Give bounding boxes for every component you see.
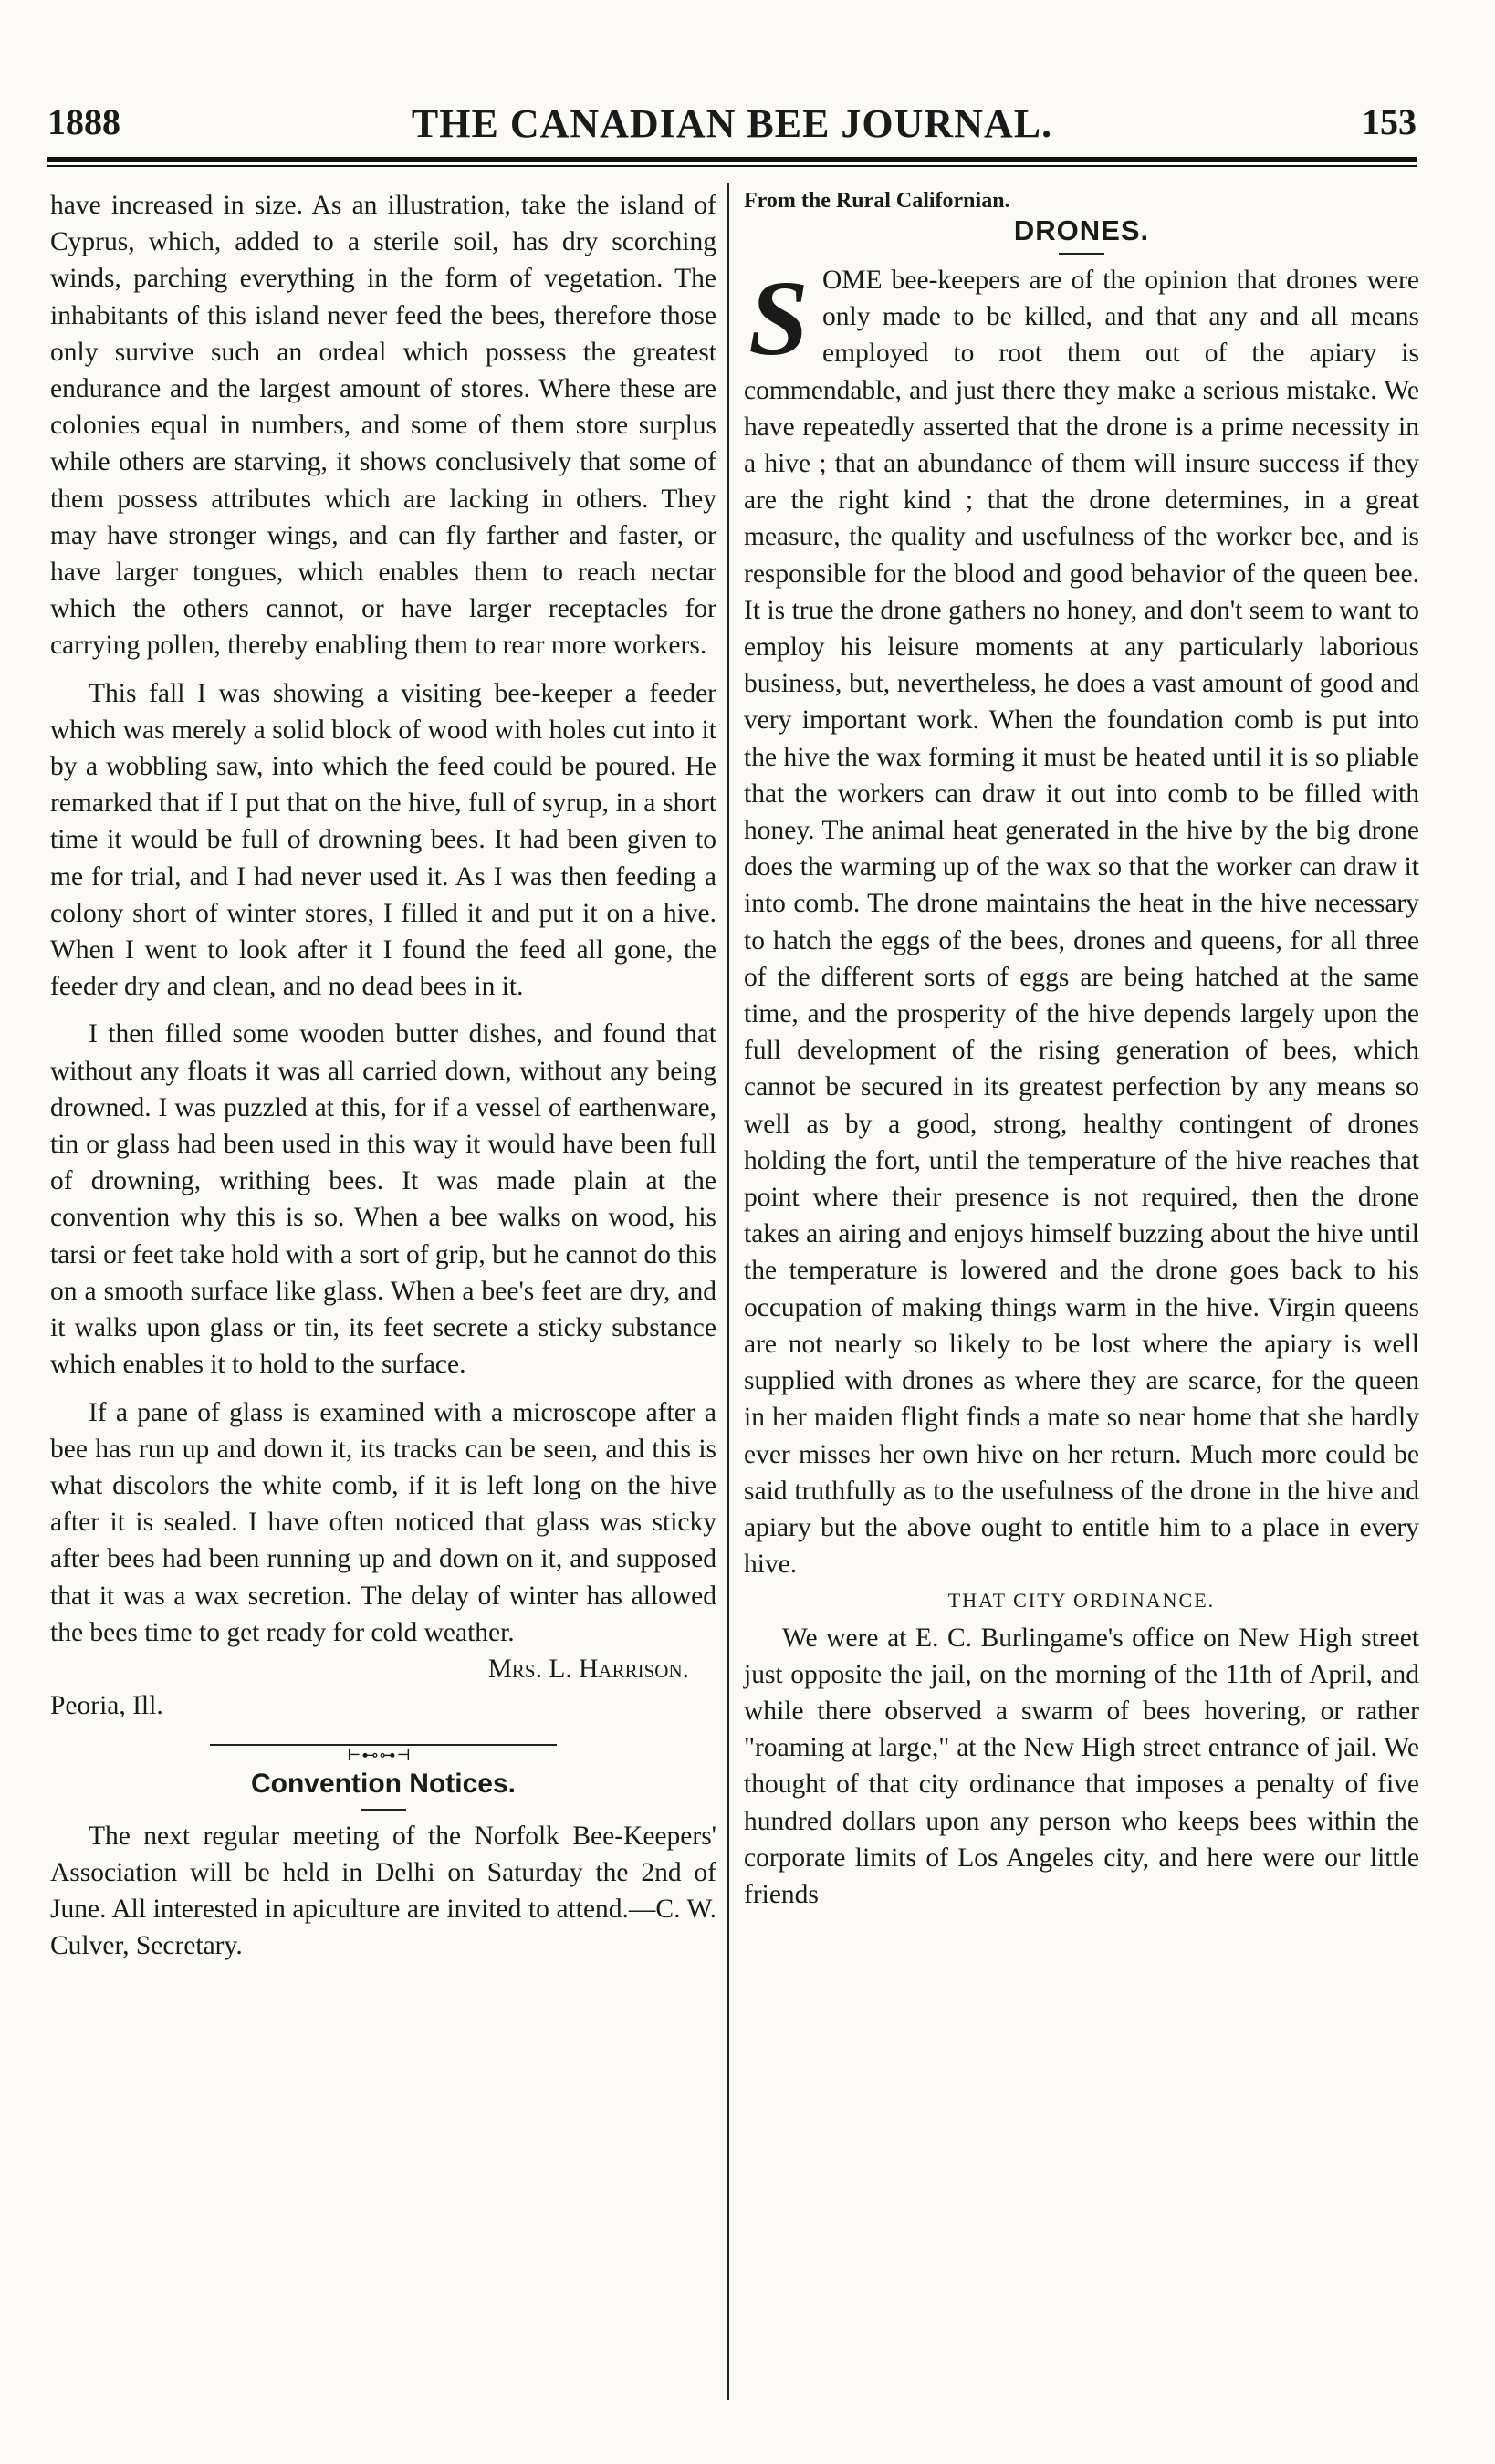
ornament-mark: ⊢⊷⊶⊣ xyxy=(347,1746,412,1765)
left-column xyxy=(50,187,716,1964)
convention-notice: The next regular meeting of the Norfolk Bee-Keepers' Association will be held in Delhi on Saturday the 2nd of June. All interested in apiculture are invited to attend.—C. W. Culver, Secretary. xyxy=(50,1821,716,1961)
left-paragraph-1: have increased in size. As an illustration, take the island of Cyprus, which, added to a sterile soil, has dry scorching winds, parching everything in the form of vegetation. The inhabitants of this island never feed the bees, therefore those only survive such an ordeal which possess the greatest endurance and the largest amount of stores. Where these are colonies equal in numbers, and some of them store surplus while others are starving, it shows conclusively that some of them possess attributes which are lacking in others. They may have stronger wings, and can fly farther and faster, or have larger tongues, which enables them to reach nectar which the others cannot, or have larger receptacles for carrying pollen, thereby enabling them to rear more workers. xyxy=(50,191,716,661)
convention-heading: Convention Notices. xyxy=(250,1769,517,1800)
left-paragraph-4: If a pane of glass is examined with a microscope after a bee has run up and down it, its tracks can be seen, and this is what discolors the white comb, if it is left long on the hive after it is sealed. I have often noticed that glass was sticky after bees had been running up and down on it, and supposed that it was a wax secretion. The delay of winter has allowed the bees time to get ready for cold weather. xyxy=(50,1397,716,1647)
left-paragraph-3: I then filled some wooden butter dishes, and found that without any floats it was all carried down, without any being drowned. I was puzzled at this, for if a vessel of earthenware, tin or glass had been used in this way it would have been full of drowning, writhing bees. It was made plain at the convention why this is so. When a bee walks on wood, his tarsi or feet take hold with a sort of grip, but he cannot do this on a smooth surface like glass. When a bee's feet are dry, and it walks upon glass or tin, its feet secrete a sticky substance which enables it to hold to the surface. xyxy=(50,1019,716,1380)
column-divider xyxy=(727,183,729,2400)
header-rule-thin xyxy=(47,165,1417,167)
drop-cap: S xyxy=(748,258,809,378)
header-year: 1888 xyxy=(47,101,120,142)
page-header xyxy=(47,100,1417,155)
article-title: DRONES. xyxy=(1013,214,1150,246)
ordinance-paragraph: We were at E. C. Burlingame's office on New High street just opposite the jail, on the morning of the 11th of April, and while there observed a swarm of bees hovering, or rather "roaming at large," at the New High street entrance of jail. We thought of that city ordinance that imposes a penalty of five hundred dollars upon any person who keeps bees within the corporate limits of Los Angeles city, and here were our little friends xyxy=(744,1623,1419,1909)
ordinance-subheading: THAT CITY ORDINANCE. xyxy=(947,1589,1216,1613)
left-paragraph-2: This fall I was showing a visiting bee-keeper a feeder which was merely a solid block of wood with holes cut into it by a wobbling saw, into which the feed could be poured. He remarked that if I put that on the hive, full of syrup, in a short time it would be full of drowning bees. It had been given to me for trial, and I had never used it. As I was then feeding a colony short of winter stores, I filled it and put it on a hive. When I went to look after it I found the feed all gone, the feeder dry and clean, and no dead bees in it. xyxy=(50,678,716,1002)
journal-title: THE CANADIAN BEE JOURNAL. xyxy=(411,101,1053,146)
title-rule xyxy=(1059,253,1104,255)
author-signature: Mrs. L. Harrison. xyxy=(487,1654,689,1684)
drones-text: OME bee-keepers are of the opinion that drones were only made to be killed, and that any and all means employed to root them out of the apiary is commendable, and just there they make a serious mistake. We have repeatedly asserted that the drone is a prime necessity in a hive ; that an abundance of them will insure success if they are the right kind ; that the drone determines, in a great measure, the quality and usefulness of the worker bee, and is responsible for the blood and good behavior of the queen bee. It is true the drone gathers no honey, and don't seem to want to employ his leisure moments at any particularly laborious business, but, nevertheless, he does a vast amount of good and very important work. When the foundation comb is put into the hive the wax forming it must be heated until it is so pliable that the workers can draw it out into comb to be filled with honey. The animal heat generated in the hive by the big drone does the warming up of the wax so that the worker can draw it into comb. The drone maintains the heat in the hive necessary to hatch the eggs of the bees, drones and queens, for all three of the different sorts of eggs are being hatched at the same time, and the prosperity of the hive depends largely upon the full development of the rising generation of bees, which cannot be secured in its greatest perfection by any means so well as by a good, strong, healthy contingent of drones holding the fort, until the temperature of the hive reaches that point where their presence is not required, then the drone takes an airing and enjoys himself buzzing about the hive until the temperature is lowered and the drone goes back to his occupation of making things warm in the hive. Virgin queens are not nearly so likely to be lost where the apiary is well supplied with drones as where they are scarce, for the queen in her maiden flight finds a mate so near home that she hardly ever misses her own hive on her return. Much more could be said truthfully as to the usefulness of the drone in the hive and apiary but the above ought to entitle him to a place in every hive. xyxy=(744,266,1419,1580)
section-ornament xyxy=(50,1729,716,1765)
drones-paragraph xyxy=(744,258,1419,1582)
author-place: Peoria, Ill. xyxy=(50,1691,163,1721)
right-column xyxy=(744,187,1419,1913)
page-number: 153 xyxy=(1362,101,1417,142)
heading-rule xyxy=(361,1809,406,1811)
header-rule-thick xyxy=(47,157,1417,162)
article-source: From the Rural Californian. xyxy=(744,189,1010,213)
